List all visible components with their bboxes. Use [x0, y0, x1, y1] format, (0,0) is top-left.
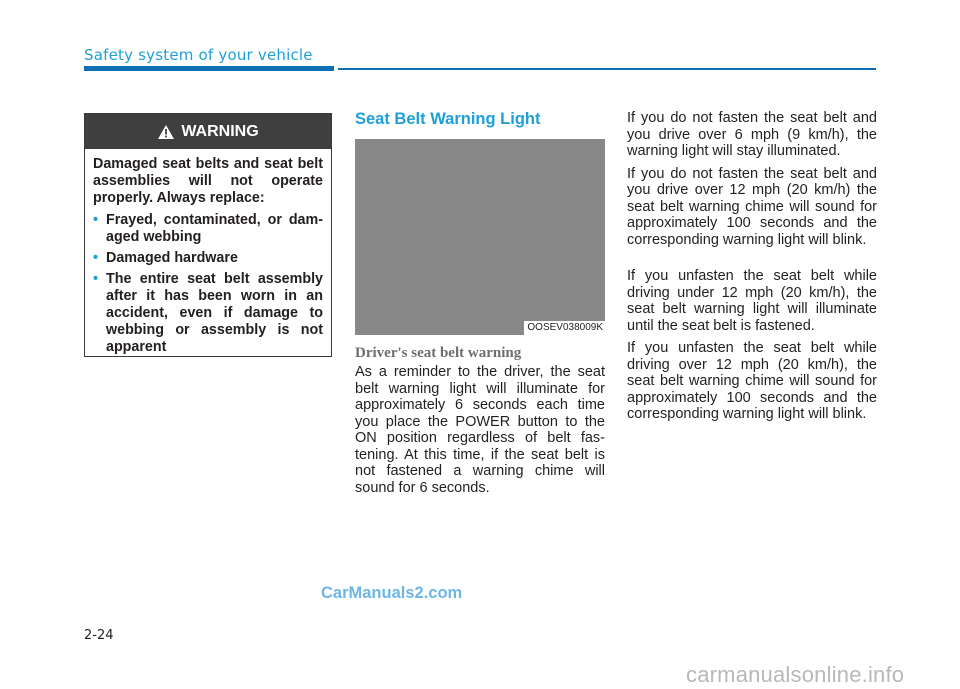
- warning-list-item: [93, 250, 323, 267]
- right-text-column: [627, 110, 877, 429]
- warning-body: [85, 149, 331, 356]
- warning-item-text: Frayed, contaminated, or dam-aged webbing: [106, 212, 323, 245]
- middle-text-column: [355, 364, 605, 502]
- paragraph: If you do not fasten the seat belt and you drive over 12 mph (20 km/h) the seat belt warning chime will sound for approximately 100 seconds and the corresponding warning light will blink.: [627, 165, 877, 248]
- warning-title: WARNING: [181, 122, 259, 140]
- illustration-image: [355, 139, 605, 335]
- header-rule-thin: [338, 68, 876, 70]
- warning-box: [84, 113, 332, 357]
- page-number: 2-24: [84, 628, 114, 643]
- image-code: OOSEV038009K: [524, 321, 605, 335]
- paragraph: If you unfasten the seat belt while driving over 12 mph (20 km/h), the seat belt warning chime will sound for approximately 100 seconds and the corresponding warning light will blink.: [627, 340, 877, 422]
- warning-list-item: [93, 212, 323, 246]
- warning-item-text: The entire seat belt assembly after it has been worn in an accident, even if damage to webbing or assembly is not apparent: [106, 271, 323, 355]
- section-heading: Seat Belt Warning Light: [355, 110, 541, 128]
- bullet-icon: •: [93, 271, 99, 287]
- paragraph: As a reminder to the driver, the seat belt warning light will illuminate for approximately 6 seconds each time you place the POWER button to the ON position regardless of belt fas-tening. At this time, if the seat belt is not fastened a warning chime will sound for 6 seconds.: [355, 364, 605, 496]
- paragraph: If you unfasten the seat belt while driving under 12 mph (20 km/h), the seat belt warning light will illuminate until the seat belt is fastened.: [627, 268, 877, 334]
- warning-list-item: [93, 271, 323, 356]
- paragraph: If you do not fasten the seat belt and you drive over 6 mph (9 km/h), the warning light will stay illuminated.: [627, 110, 877, 159]
- subheading: Driver's seat belt warning: [355, 345, 522, 361]
- bullet-icon: •: [93, 212, 99, 228]
- warning-item-text: Damaged hardware: [106, 250, 238, 266]
- warning-list: [93, 212, 323, 356]
- warning-intro: Damaged seat belts and seat belt assemblies will not operate properly. Always replace:: [93, 156, 323, 206]
- bullet-icon: •: [93, 250, 99, 266]
- watermark: carmanualsonline.info: [686, 662, 905, 687]
- carmanuals-link[interactable]: CarManuals2.com: [321, 584, 463, 602]
- header-rule-thick: [84, 66, 334, 71]
- warning-header: [85, 114, 331, 149]
- section-title: Safety system of your vehicle: [84, 46, 313, 64]
- warning-triangle-icon: [157, 124, 175, 140]
